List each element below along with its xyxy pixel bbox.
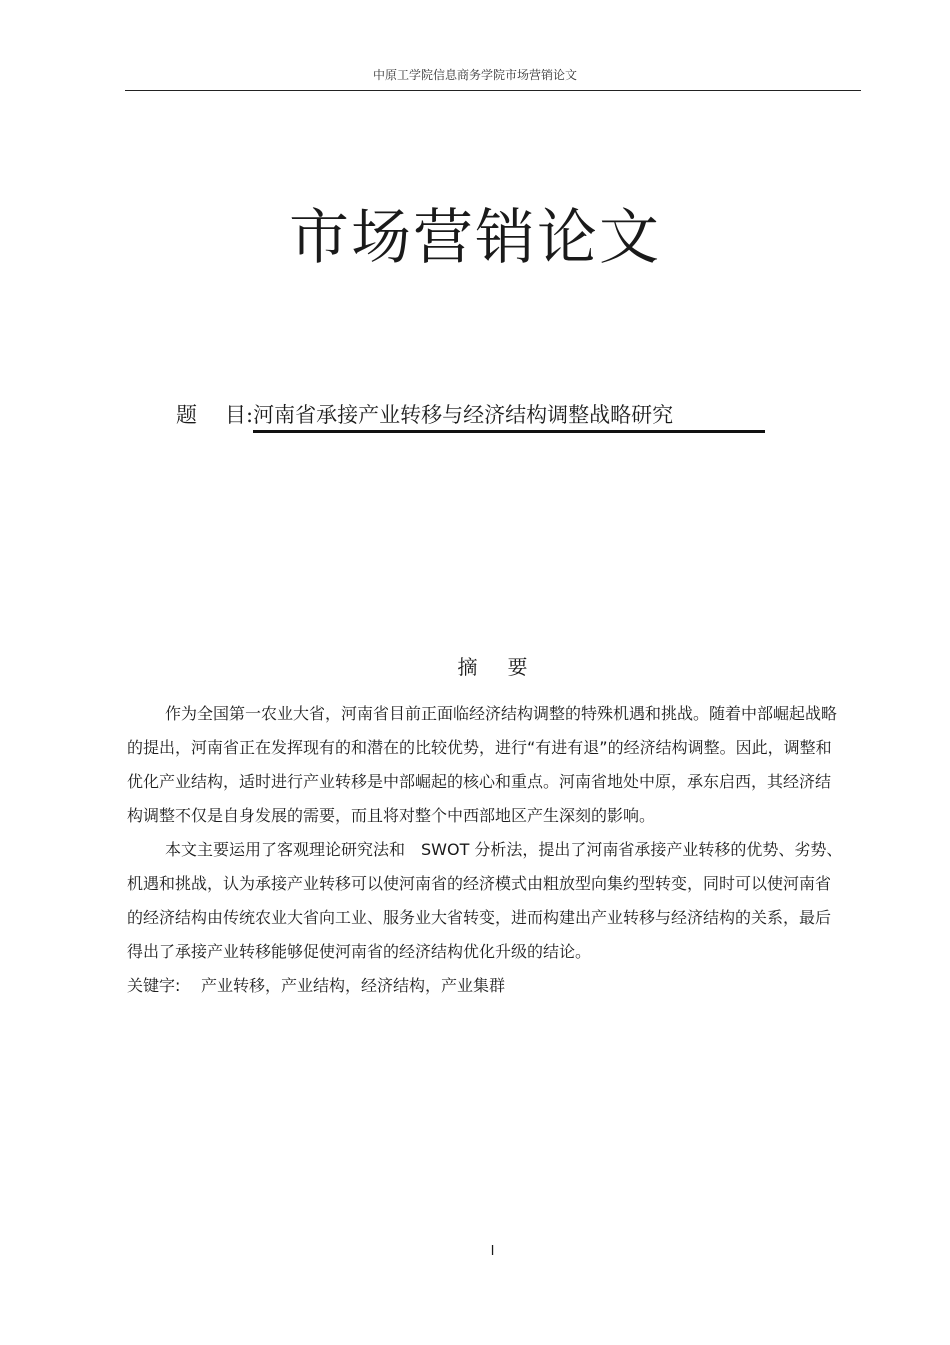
topic-text: 河南省承接产业转移与经济结构调整战略研究 <box>253 400 765 433</box>
abstract-heading-char-2: 要 <box>507 655 528 679</box>
keywords-line <box>127 969 843 1003</box>
topic-label-char-1: 题 <box>176 403 197 427</box>
topic-label <box>176 400 253 430</box>
document-title: 市场营销论文 <box>289 203 661 273</box>
header-rule <box>125 90 861 91</box>
keywords-value: 产业转移，产业结构，经济结构，产业集群 <box>201 976 506 995</box>
running-header: 中原工学院信息商务学院市场营销论文 <box>372 68 577 82</box>
abstract-paragraph-1: 作为全国第一农业大省，河南省目前正面临经济结构调整的特殊机遇和挑战。随着中部崛起战略的提出，河南省正在发挥现有的和潜在的比较优势，进行“有进有退”的经济结构调整。因此，调整和优化产业结构，适时进行产业转移是中部崛起的核心和重点。河南省地处中原，承东启西，其经济结构调整不仅是自身发展的需要，而且将对整个中西部地区产生深刻的影响。 <box>127 704 838 825</box>
keywords-label: 关键字: <box>127 976 181 995</box>
topic-label-char-2: 目: <box>225 403 254 427</box>
page-number: I <box>490 1244 495 1259</box>
abstract-heading-char-1: 摘 <box>457 655 478 679</box>
topic-row <box>176 400 765 432</box>
abstract-heading <box>0 651 950 680</box>
abstract-body <box>127 697 843 1003</box>
abstract-paragraph-2: 本文主要运用了客观理论研究法和 SWOT 分析法，提出了河南省承接产业转移的优势、劣势、机遇和挑战，认为承接产业转移可以使河南省的经济模式由粗放型向集约型转变，同时可以使河南省的经济结构由传统农业大省向工业、服务业大省转变，进而构建出产业转移与经济结构的关系，最后得出了承接产业转移能够促使河南省的经济结构优化升级的结论。 <box>127 840 843 961</box>
